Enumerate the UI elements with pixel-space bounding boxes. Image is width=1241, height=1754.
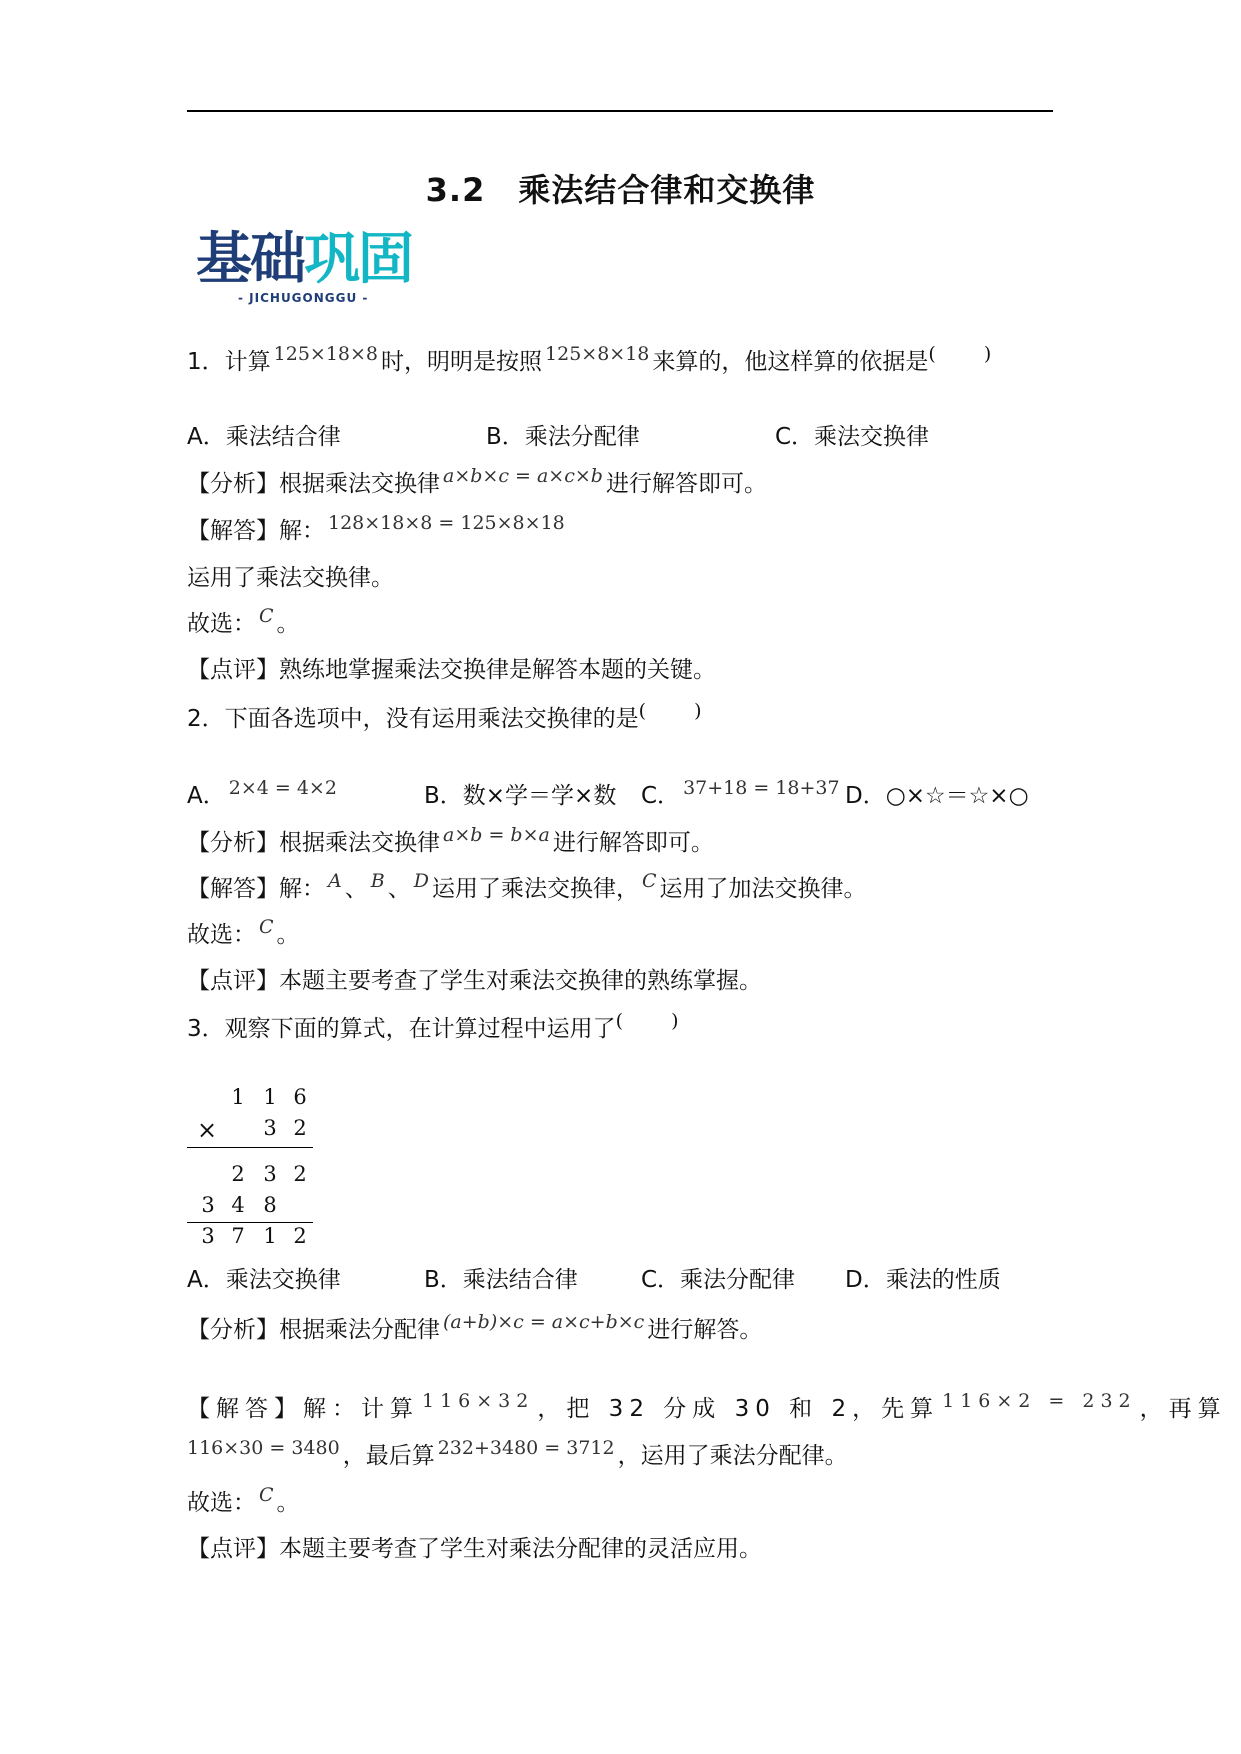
q2-analysis: 【分析】根据乘法交换律 $^{a\times b = b\times a}$ 进行解答即可。 <box>187 824 714 856</box>
answer-blank: ( ) <box>928 343 992 365</box>
q1-option-a: A．乘法结合律 <box>187 424 341 450</box>
q1-analysis: 【分析】根据乘法交换律 $^{a\times b\times c = a\times c\times b}$ 进行解答即可。 <box>187 465 767 497</box>
multiplier-row: × 3 2 <box>197 1116 307 1144</box>
q2-choice: 故选： $^C$ 。 <box>187 916 300 948</box>
q1-solution: 【解答】解： $^{128\times 18\times 8 = 125\times 8\times 18}$ <box>187 512 565 544</box>
q2-option-d: D．○×☆＝☆×○ <box>845 783 1029 809</box>
question-3: 3．观察下面的算式，在计算过程中运用了( ) <box>187 1014 678 1045</box>
badge-subtitle: - JICHUGONGGU - <box>238 291 369 305</box>
multiplicand-row: 1 1 6 <box>231 1085 307 1109</box>
q2-option-c: C． $^{37+18 = 18+37}$ <box>641 777 840 809</box>
q1-comment: 【点评】熟练地掌握乘法交换律是解答本题的关键。 <box>187 657 716 683</box>
q3-comment: 【点评】本题主要考查了学生对乘法分配律的灵活应用。 <box>187 1536 762 1562</box>
q3-option-b: B．乘法结合律 <box>424 1267 578 1293</box>
q1-option-b: B．乘法分配律 <box>486 424 640 450</box>
q3-solution: 【解答】解：计算 $^{116\times 32}$ ，把 32 分成 30 和 2，先算 $^{116\times 2 = 232}$ ，再算 <box>187 1390 1227 1422</box>
header-rule <box>187 110 1053 112</box>
q2-comment: 【点评】本题主要考查了学生对乘法交换律的熟练掌握。 <box>187 968 762 994</box>
q2-option-a: A． $^{2\times 4 = 4\times 2}$ <box>187 777 337 809</box>
q2-option-b: B．数×学＝学×数 <box>424 783 617 809</box>
answer-blank: ( ) <box>638 700 702 722</box>
q3-option-a: A．乘法交换律 <box>187 1267 341 1293</box>
question-1: 1．计算 $^{125\times 18\times 8}$ 时，明明是按照 $^{125\times 8\times 18}$ 来算的，他这样算的依据是( ) <box>187 347 991 378</box>
q2-solution: 【解答】解： $^A$ 、 $^B$ 、 $^D$ 运用了乘法交换律， $^C$ 运用了加法交换律。 <box>187 870 867 902</box>
vertical-rule <box>187 1147 313 1148</box>
question-2: 2．下面各选项中，没有运用乘法交换律的是( ) <box>187 704 701 735</box>
product-row: 3 7 1 2 <box>201 1224 307 1248</box>
partial-product-1: 2 3 2 <box>231 1162 307 1186</box>
q3-solution-line2: $^{116\times 30 = 3480}$ ，最后算 $^{232+3480 = 3712}$ ，运用了乘法分配律。 <box>187 1437 848 1469</box>
section-badge <box>196 228 420 308</box>
q1-solution-line2: 运用了乘法交换律。 <box>187 565 394 591</box>
q3-option-d: D．乘法的性质 <box>845 1267 1001 1293</box>
q3-choice: 故选： $^C$ 。 <box>187 1484 300 1516</box>
q1-option-c: C．乘法交换律 <box>775 424 930 450</box>
q3-option-c: C．乘法分配律 <box>641 1267 796 1293</box>
page-title: 3.2 乘法结合律和交换律 <box>425 171 816 209</box>
q3-analysis: 【分析】根据乘法分配律 $^{(a+b)\times c = a\times c+b\times c}$ 进行解答。 <box>187 1311 763 1343</box>
badge-title: 基础巩固 <box>196 227 412 292</box>
vertical-rule <box>187 1222 313 1223</box>
answer-blank: ( ) <box>615 1010 679 1032</box>
q1-choice: 故选： $^C$ 。 <box>187 605 300 637</box>
partial-product-2: 3 4 8 <box>201 1193 277 1217</box>
